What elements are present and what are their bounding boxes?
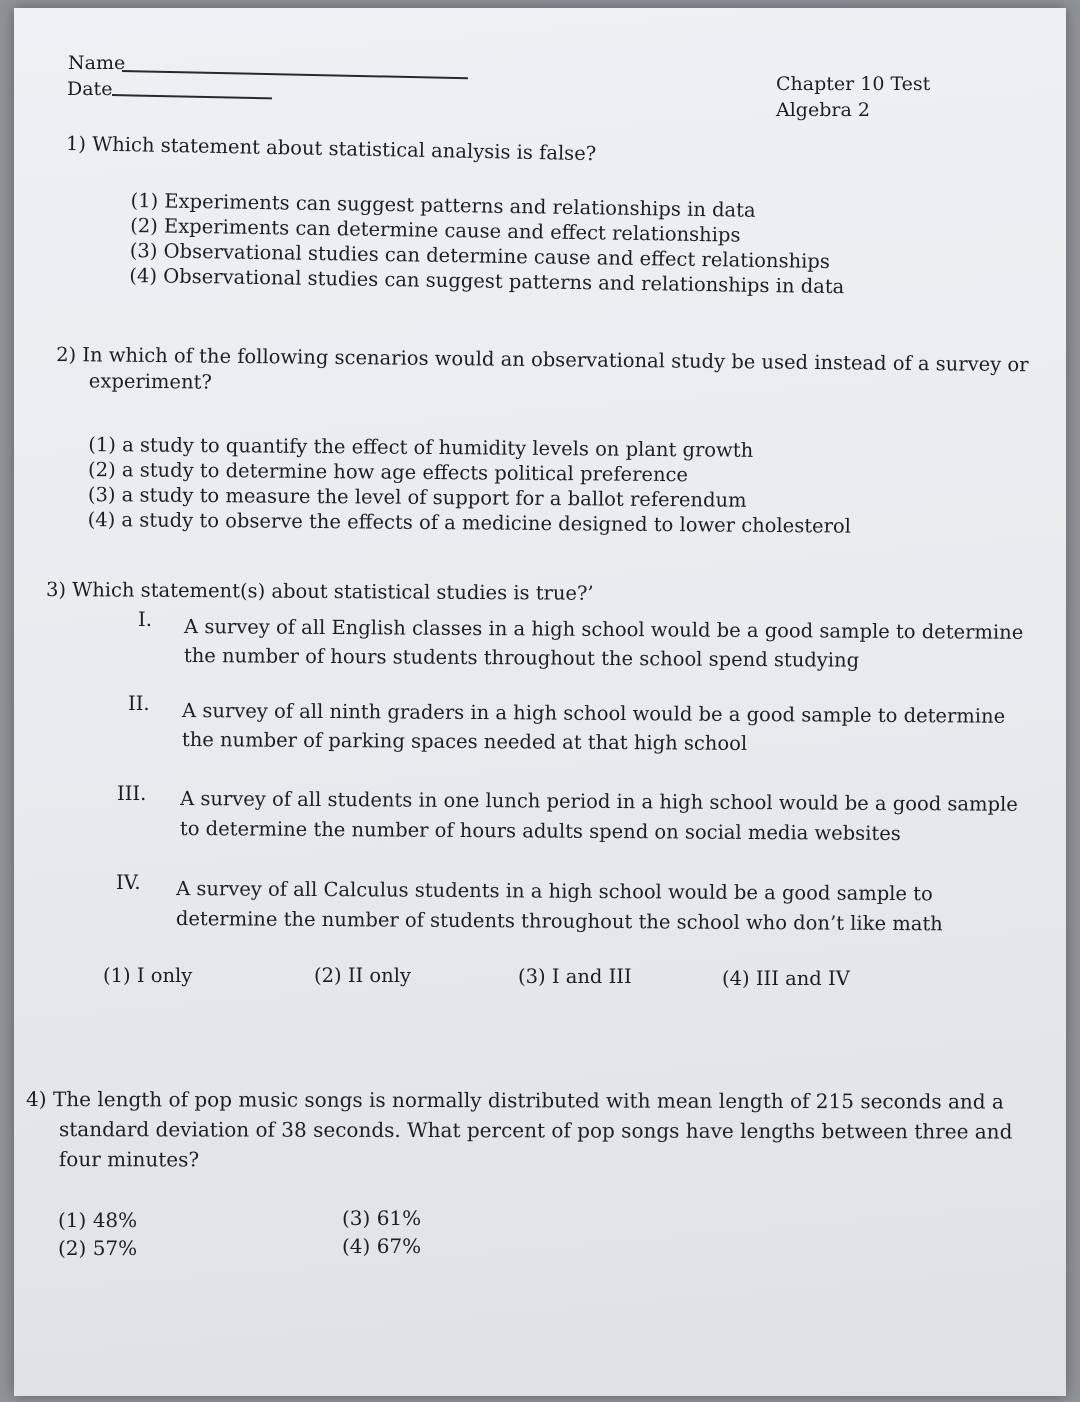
statement-4-text xyxy=(176,874,943,939)
name-blank-line xyxy=(122,70,468,79)
statement-2-line-2: the number of parking spaces needed at that high school xyxy=(181,727,748,755)
question-1-stem: 1) Which statement about statistical analysis is false? xyxy=(65,132,597,166)
question-3-option-2: (2) II only xyxy=(314,964,411,987)
question-4-option-4: (4) 67% xyxy=(342,1234,422,1258)
statement-1-line-1: A survey of all English classes in a high school would be a good sample to determine xyxy=(184,615,1024,644)
statement-4-line-2: determine the number of students throughout the school who don’t like math xyxy=(175,906,943,936)
question-4-option-2: (2) 57% xyxy=(58,1236,138,1260)
test-title: Chapter 10 Test xyxy=(776,73,931,95)
question-4-stem-line-1: 4) The length of pop music songs is normally distributed with mean length of 215 seconds and a xyxy=(26,1087,1004,1114)
question-1-options xyxy=(129,188,845,299)
statement-1-numeral: I. xyxy=(138,608,152,631)
statement-1-text xyxy=(184,612,1024,676)
statement-2-line-1: A survey of all ninth graders in a high school would be a good sample to determine xyxy=(182,699,1006,728)
question-3-option-4: (4) III and IV xyxy=(722,967,850,990)
statement-3-line-1: A survey of all students in one lunch period in a high school would be a good sample xyxy=(180,787,1018,816)
question-3-stem: 3) Which statement(s) about statistical studies is true?’ xyxy=(45,578,594,605)
question-4-stem-line-2: standard deviation of 38 seconds. What percent of pop songs have lengths between three and xyxy=(58,1117,1013,1144)
course-name: Algebra 2 xyxy=(776,99,870,121)
question-4-option-3: (3) 61% xyxy=(342,1206,422,1230)
name-label: Name xyxy=(68,52,126,74)
question-2-option-4: (4) a study to observe the effects of a medicine designed to lower cholesterol xyxy=(87,507,852,538)
date-blank-line xyxy=(112,94,272,99)
date-label: Date xyxy=(67,78,113,100)
question-2-stem-line-1: 2) In which of the following scenarios would an observational study be used instead of a survey or xyxy=(56,343,1029,377)
question-4-option-1: (1) 48% xyxy=(58,1208,138,1232)
question-1-option-1: (1) Experiments can suggest patterns and relationships in data xyxy=(130,189,756,222)
question-2-option-1: (1) a study to quantify the effect of humidity levels on plant growth xyxy=(88,433,754,462)
question-1-option-3: (3) Observational studies can determine cause and effect relationships xyxy=(129,238,831,273)
question-4-options-right xyxy=(342,1204,421,1260)
question-1-option-2: (2) Experiments can determine cause and effect relationships xyxy=(130,214,741,247)
question-2-option-2: (2) a study to determine how age effects political preference xyxy=(88,458,689,487)
statement-3-line-2: to determine the number of hours adults spend on social media websites xyxy=(179,816,901,846)
test-paper xyxy=(14,8,1066,1396)
question-4-options-left xyxy=(58,1206,137,1262)
question-2-options xyxy=(88,432,852,539)
statement-2-text xyxy=(182,696,1005,760)
question-2-option-3: (3) a study to measure the level of support for a ballot referendum xyxy=(87,482,747,512)
statement-4-line-1: A survey of all Calculus students in a high school would be a good sample to xyxy=(176,877,933,906)
question-1-option-4: (4) Observational studies can suggest patterns and relationships in data xyxy=(129,263,845,299)
question-4-stem-line-3: four minutes? xyxy=(58,1147,200,1172)
statement-1-line-2: the number of hours students throughout the school spend studying xyxy=(183,643,860,672)
statement-2-numeral: II. xyxy=(128,692,150,715)
question-2-stem xyxy=(56,342,1029,404)
statement-4-numeral: IV. xyxy=(116,871,141,894)
statement-3-numeral: III. xyxy=(117,782,147,805)
question-3-option-1: (1) I only xyxy=(103,964,193,987)
statement-3-text xyxy=(180,784,1018,850)
question-4-stem xyxy=(26,1084,1013,1177)
question-3-option-3: (3) I and III xyxy=(518,965,632,988)
question-2-stem-line-2: experiment? xyxy=(88,369,212,394)
